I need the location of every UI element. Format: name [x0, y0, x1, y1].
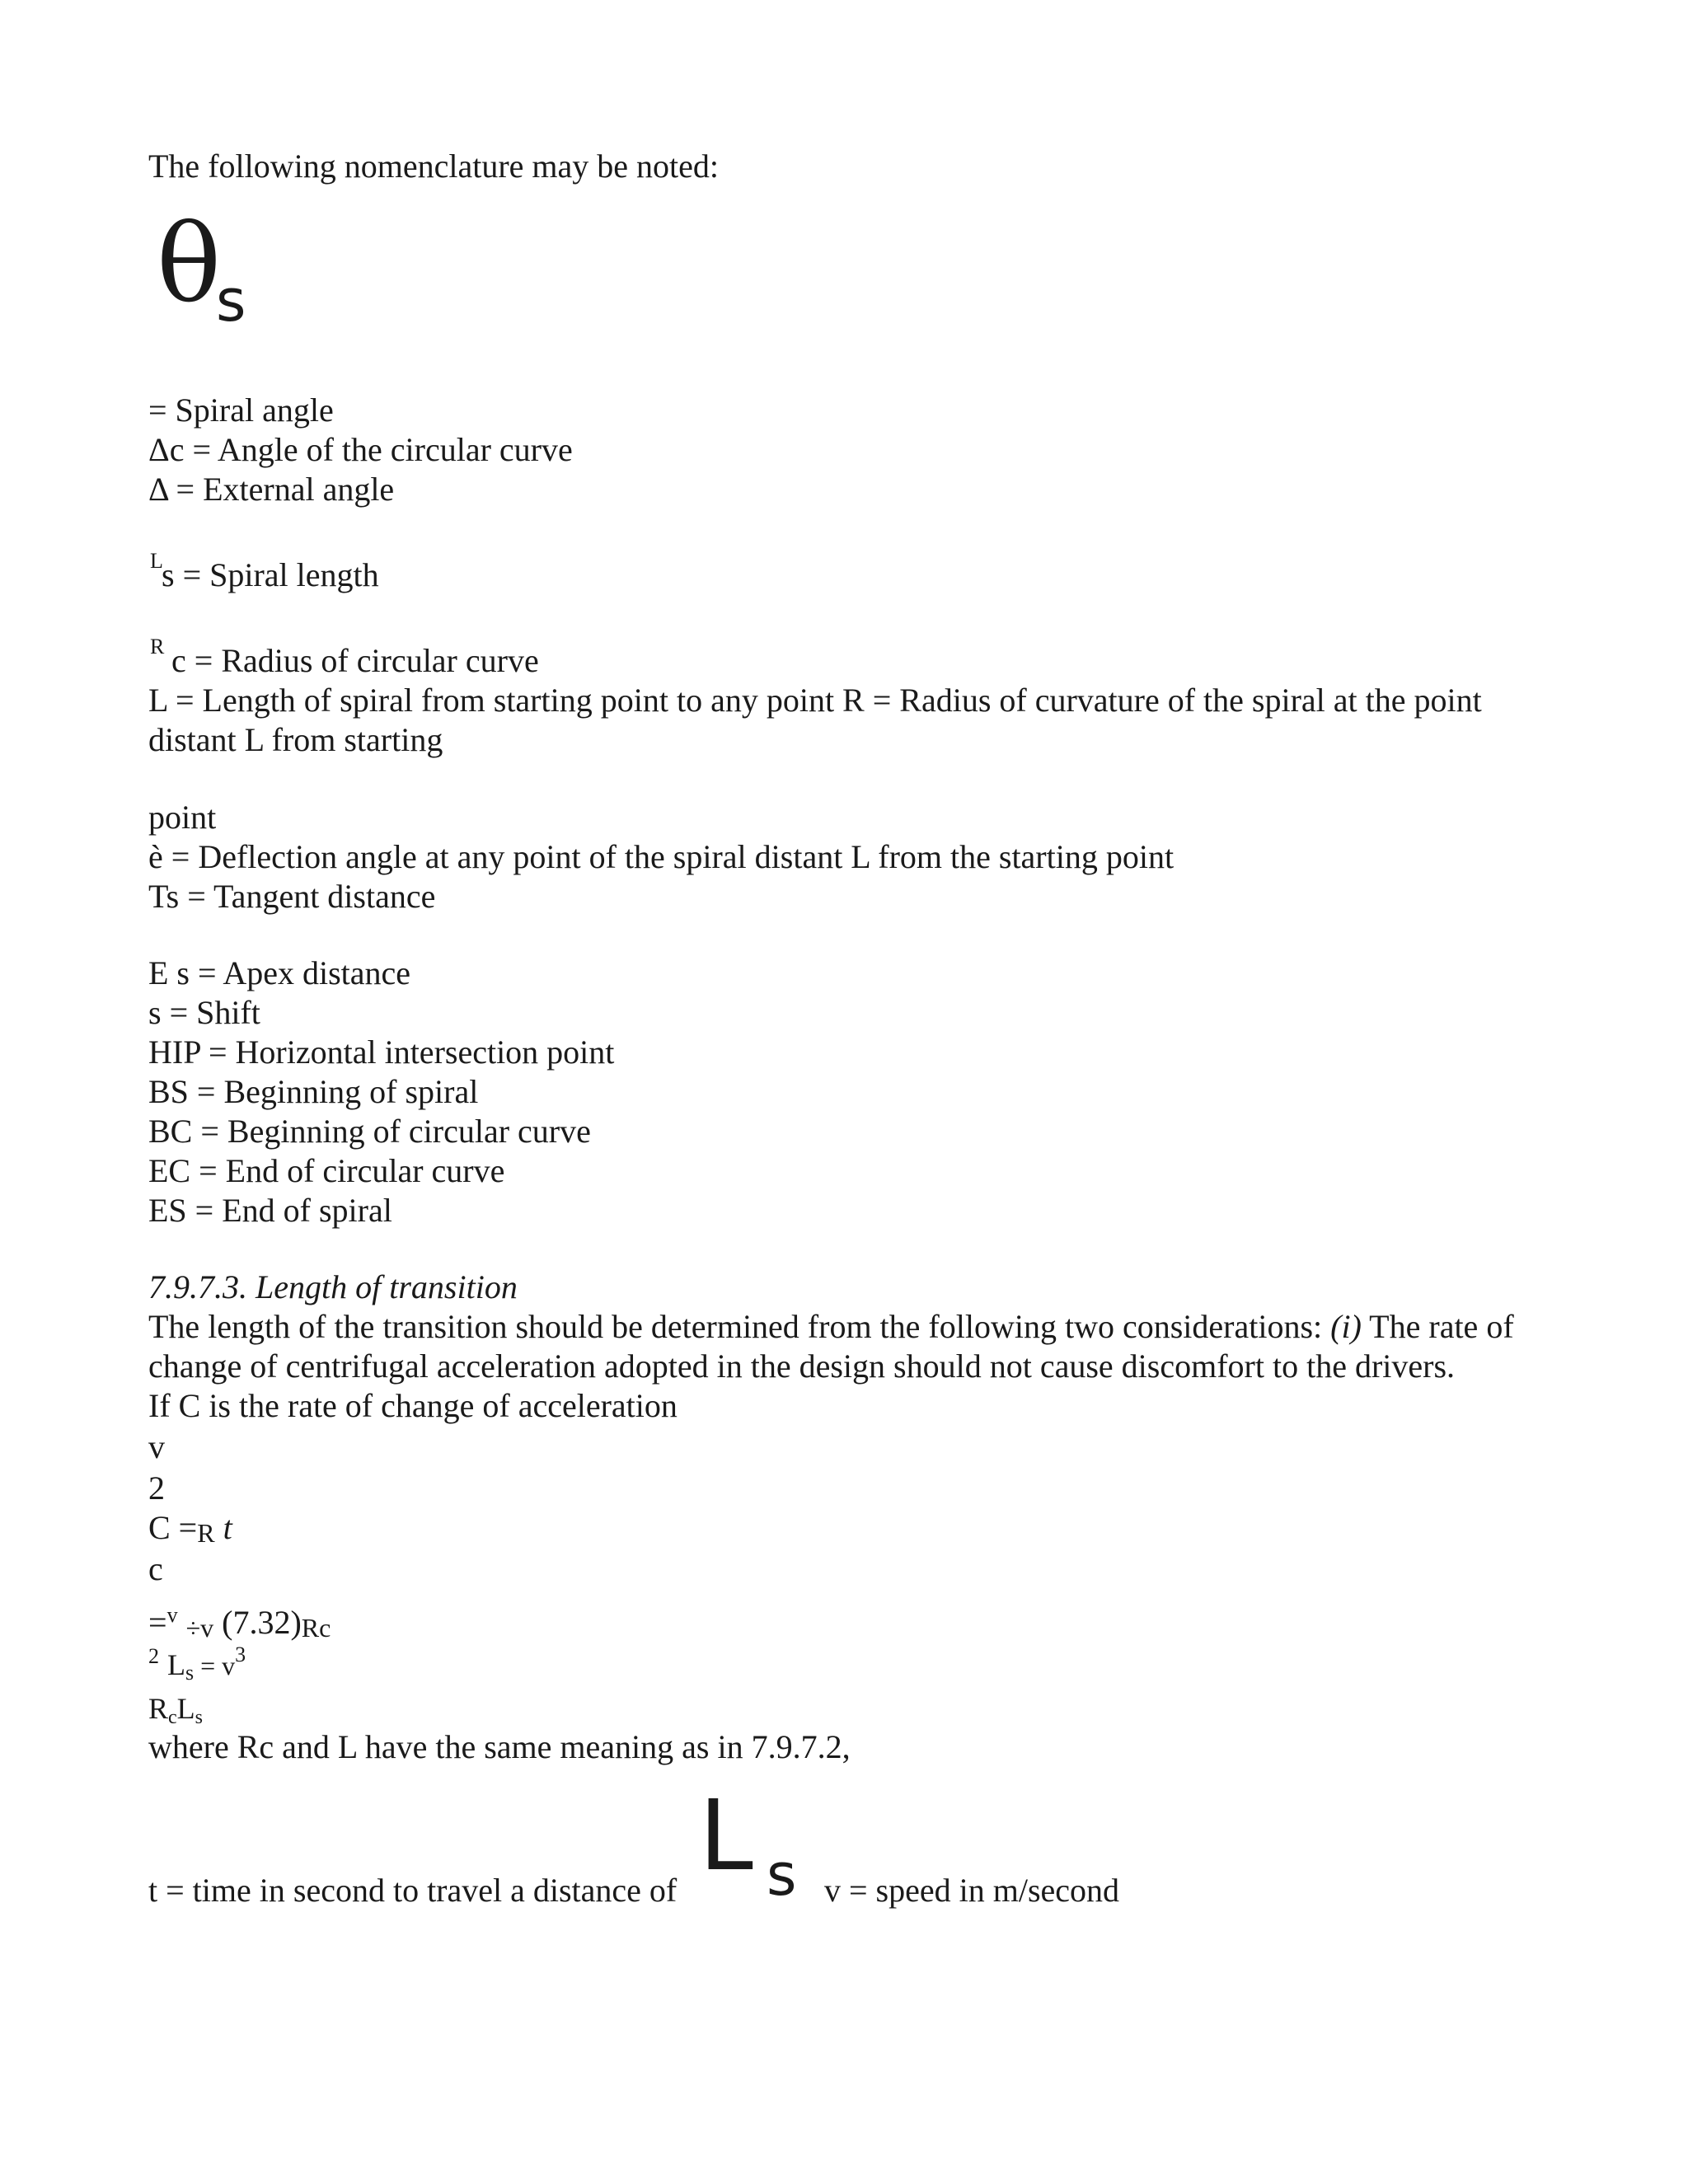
spiral-angle-def: = Spiral angle — [148, 391, 334, 429]
equation-c: c — [148, 1550, 163, 1587]
ls-large-symbol: L — [699, 1779, 753, 1892]
equation-2: 2 — [148, 1469, 165, 1507]
section-heading: 7.9.7.3. Length of transition — [148, 1268, 518, 1305]
v-definition: v = speed in m/second — [824, 1872, 1120, 1909]
es-def: ES = End of spiral — [148, 1192, 392, 1229]
apex-def: E s = Apex distance — [148, 954, 411, 991]
theta-subscript: s — [216, 267, 246, 335]
equation-ls-s: s — [185, 1661, 195, 1685]
equation-c-label: C = — [148, 1509, 198, 1546]
equation-cube: 3 — [235, 1643, 246, 1666]
hip-def: HIP = Horizontal intersection point — [148, 1033, 615, 1071]
paragraph-line-1-a: The length of the transition should be determined from the following two considerations: — [148, 1308, 1331, 1345]
equation-rcls-r: R — [148, 1692, 169, 1725]
ec-def: EC = End of circular curve — [148, 1152, 505, 1189]
ls-symbol-L: L — [150, 549, 163, 573]
length-spiral-def-line1: L = Length of spiral from starting point to any point R = Radius of curvature of the spiral at the point — [148, 682, 1482, 719]
equation-v: v — [148, 1428, 165, 1465]
equation-r: R — [197, 1518, 215, 1548]
equation-rcls-c: c — [168, 1707, 177, 1728]
equation-rc: Rc — [301, 1613, 331, 1643]
equation-eq: = — [148, 1604, 167, 1641]
bs-def: BS = Beginning of spiral — [148, 1073, 479, 1110]
equation-2-sup: 2 — [148, 1644, 159, 1668]
bc-def: BC = Beginning of circular curve — [148, 1113, 591, 1150]
shift-def: s = Shift — [148, 994, 260, 1031]
paragraph-line-1-i: (i) — [1330, 1308, 1362, 1345]
tangent-def: Ts = Tangent distance — [148, 878, 436, 915]
where-text: where Rc and L have the same meaning as in 7.9.7.2, — [148, 1728, 851, 1765]
equation-rcls-s: s — [195, 1707, 204, 1728]
intro-text: The following nomenclature may be noted: — [148, 148, 720, 185]
radius-circular-def: c = Radius of circular curve — [171, 642, 539, 679]
paragraph-line-1-b: The rate of — [1361, 1308, 1514, 1345]
equation-ls-l: L — [167, 1648, 185, 1681]
point-text: point — [148, 799, 217, 836]
equation-t: t — [223, 1509, 232, 1546]
equation-ls-line — [148, 1635, 246, 1693]
equation-div: ÷v — [185, 1613, 214, 1643]
external-angle-def: Δ = External angle — [148, 471, 395, 508]
rc-symbol-R: R — [150, 635, 165, 658]
paragraph-line-3: If C is the rate of change of acceleration — [148, 1387, 678, 1424]
spiral-length-def: s = Spiral length — [162, 556, 379, 593]
paragraph-line-2: change of centrifugal acceleration adopted in the design should not cause discomfort to the drivers. — [148, 1347, 1456, 1385]
paragraph-line-1 — [148, 1307, 1514, 1347]
equation-number: (7.32) — [222, 1604, 302, 1641]
equation-rcls-l: L — [176, 1692, 195, 1725]
ls-large-subscript: s — [767, 1841, 797, 1909]
equation-c-line — [148, 1508, 232, 1553]
deflection-def: è = Deflection angle at any point of the spiral distant L from the starting point — [148, 838, 1175, 875]
circular-angle-def: Δc = Angle of the circular curve — [148, 431, 573, 468]
equation-ls-eq: = v — [194, 1651, 236, 1680]
equation-v-sup: v — [166, 1603, 178, 1627]
length-spiral-def-line2: distant L from starting — [148, 721, 443, 758]
theta-symbol: θ — [157, 201, 222, 326]
t-definition: t = time in second to travel a distance of — [148, 1872, 678, 1909]
